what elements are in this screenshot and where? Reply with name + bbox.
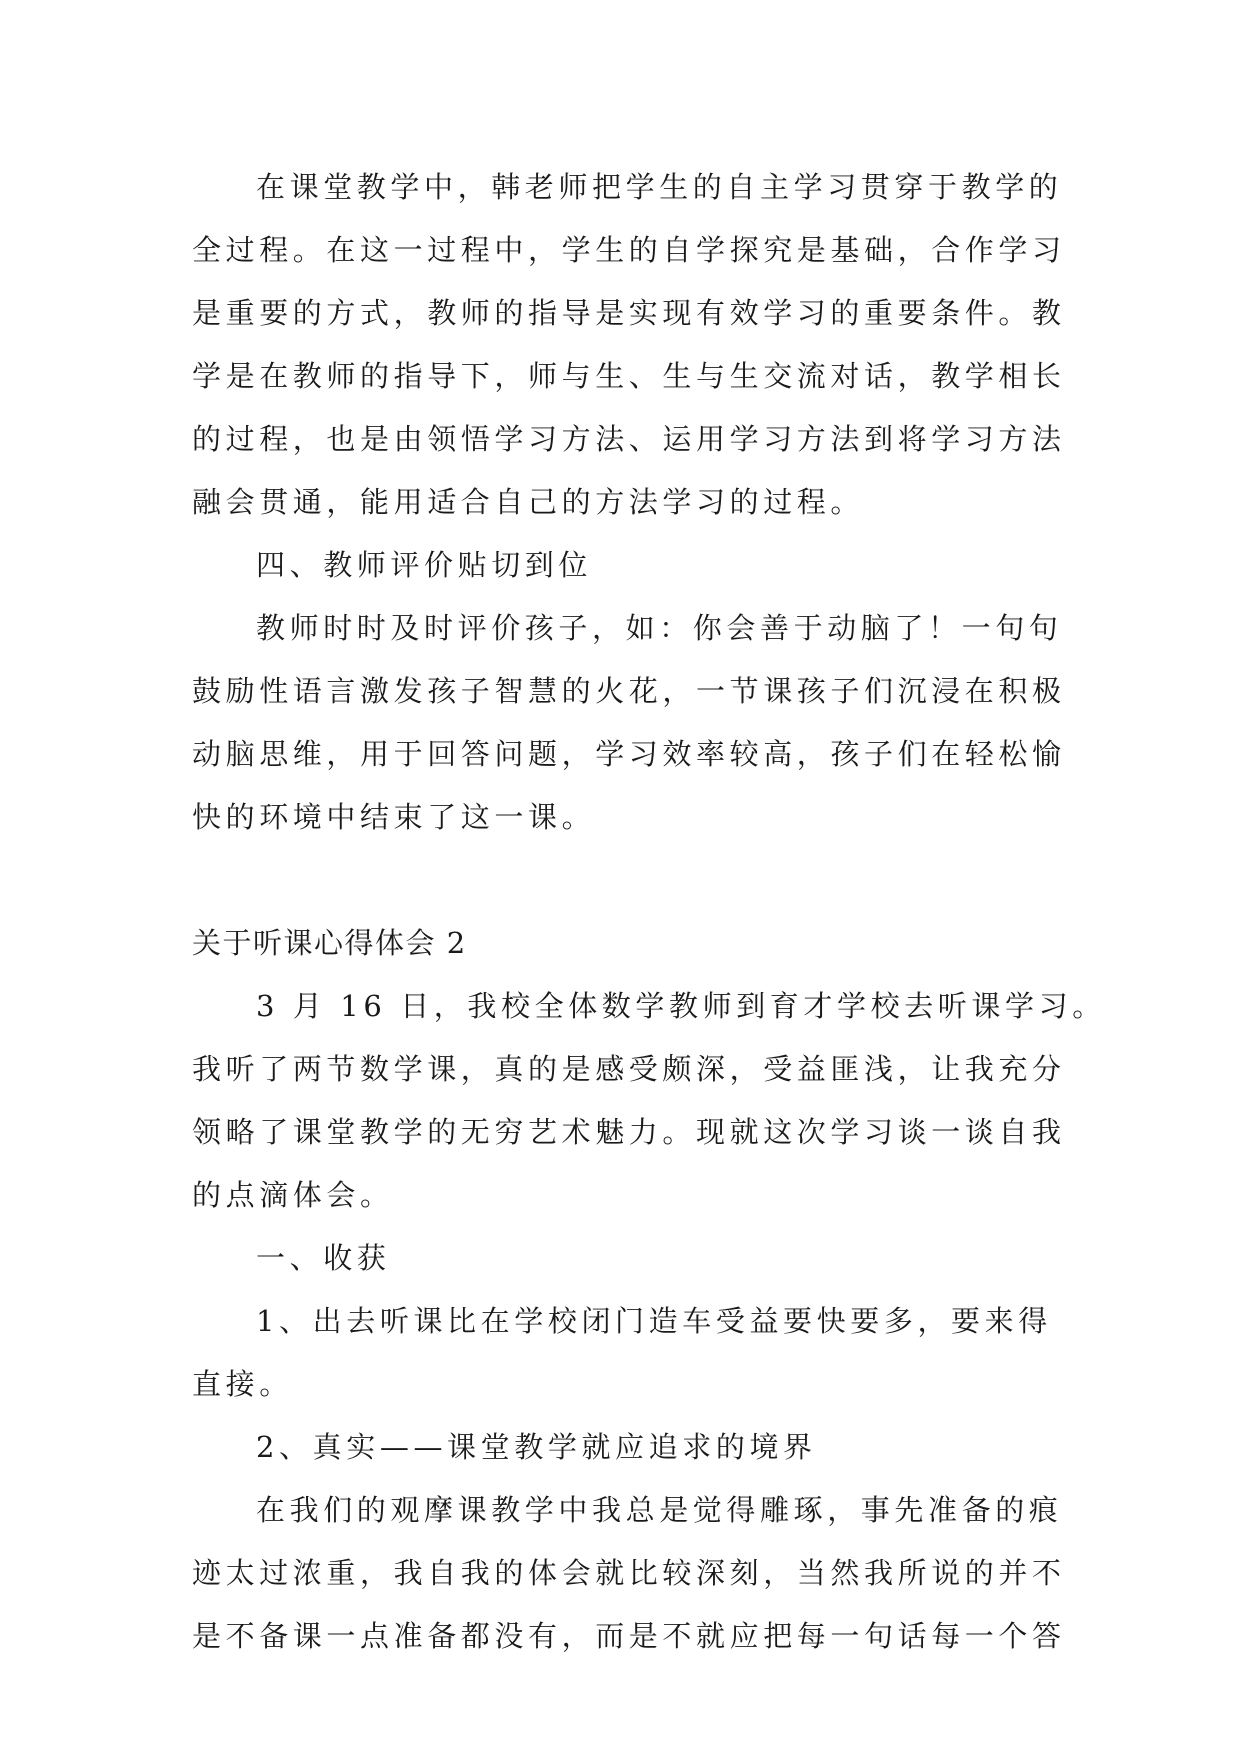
paragraph-line: 直接。 — [192, 1367, 293, 1401]
paragraph-line: 1、出去听课比在学校闭门造车受益要快要多，要来得 — [256, 1304, 1052, 1338]
paragraph-line: 全过程。在这一过程中，学生的自学探究是基础，合作学习 — [192, 233, 1066, 267]
document-body — [192, 156, 1106, 1668]
paragraph-line: 的点滴体会。 — [192, 1178, 394, 1212]
paragraph-line: 快的环境中结束了这一课。 — [192, 800, 596, 834]
paragraph-line: 我听了两节数学课，真的是感受颇深，受益匪浅，让我充分 — [192, 1052, 1066, 1086]
paragraph-line: 在课堂教学中，韩老师把学生的自主学习贯穿于教学的 — [256, 170, 1063, 204]
paragraph-line: 领略了课堂教学的无穷艺术魅力。现就这次学习谈一谈自我 — [192, 1115, 1066, 1149]
paragraph-line: 学是在教师的指导下，师与生、生与生交流对话，教学相长 — [192, 359, 1066, 393]
paragraph-line: 是重要的方式，教师的指导是实现有效学习的重要条件。教 — [192, 296, 1066, 330]
article-title: 关于听课心得体会 2 — [192, 926, 467, 960]
paragraph-line: 的过程，也是由领悟学习方法、运用学习方法到将学习方法 — [192, 422, 1066, 456]
paragraph-line: 3 月 16 日，我校全体数学教师到育才学校去听课学习。 — [256, 989, 1106, 1023]
section-heading: 2、真实——课堂教学就应追求的境界 — [256, 1430, 817, 1464]
blank-line — [192, 849, 1058, 912]
paragraph-line: 在我们的观摩课教学中我总是觉得雕琢，事先准备的痕 — [256, 1493, 1063, 1527]
paragraph-line: 动脑思维，用于回答问题，学习效率较高，孩子们在轻松愉 — [192, 737, 1066, 771]
paragraph-line: 是不备课一点准备都没有，而是不就应把每一句话每一个答 — [192, 1619, 1066, 1653]
paragraph-line: 融会贯通，能用适合自己的方法学习的过程。 — [192, 485, 865, 519]
paragraph-line: 迹太过浓重，我自我的体会就比较深刻，当然我所说的并不 — [192, 1556, 1066, 1590]
paragraph-line: 教师时时及时评价孩子，如：你会善于动脑了！一句句 — [256, 611, 1063, 645]
section-heading: 一、收获 — [256, 1241, 391, 1275]
paragraph-line: 鼓励性语言激发孩子智慧的火花，一节课孩子们沉浸在积极 — [192, 674, 1066, 708]
section-heading: 四、教师评价贴切到位 — [256, 548, 593, 582]
